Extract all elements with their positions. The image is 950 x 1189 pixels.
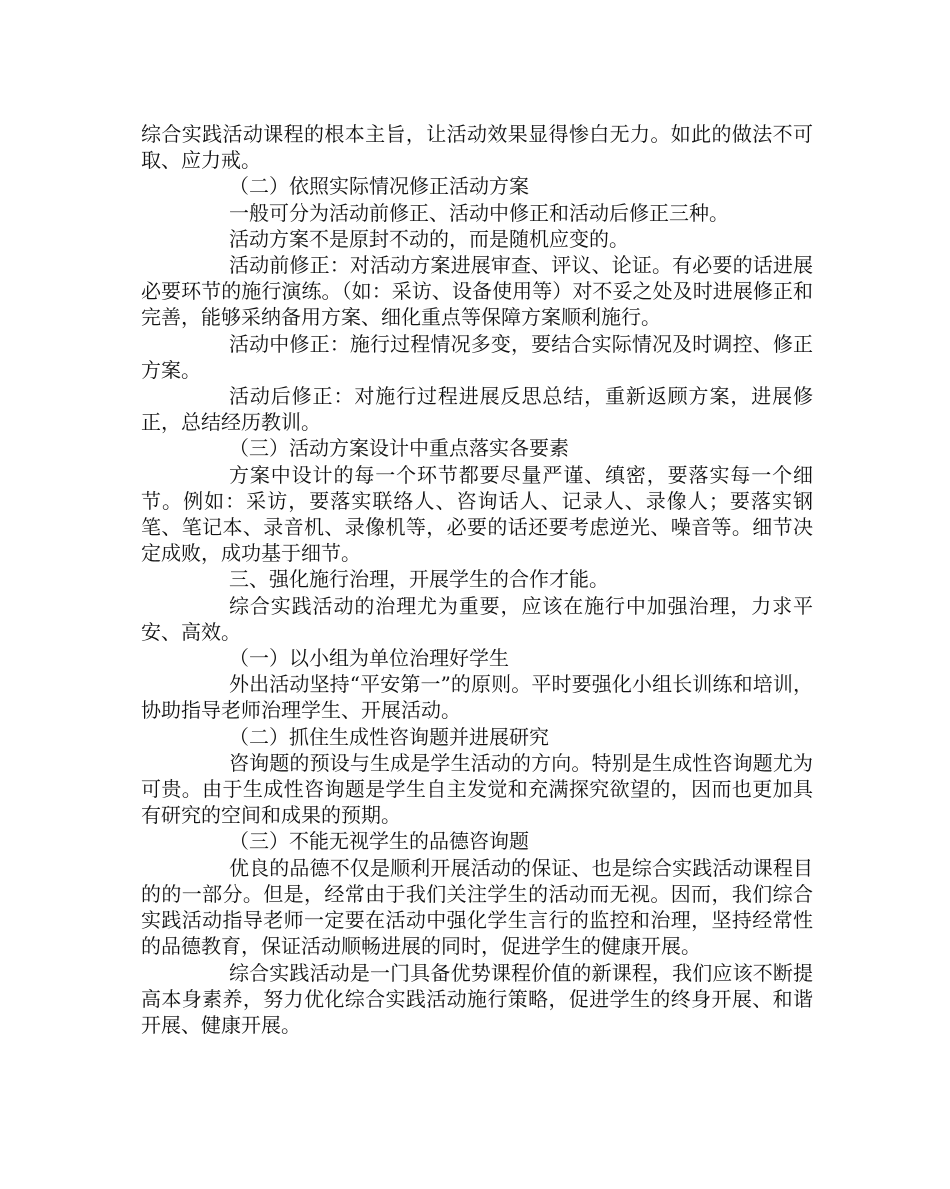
paragraph: 咨询题的预设与生成是学生活动的方向。特别是生成性咨询题尤为可贵。由于生成性咨询题是学生自主发觉和充满探究欲望的，因而也更加具有研究的空间和成果的预期。 <box>141 750 813 828</box>
paragraph: 一般可分为活动前修正、活动中修正和活动后修正三种。 <box>229 200 729 225</box>
section-heading-groups: （一）以小组为单位治理好学生 <box>229 646 509 671</box>
paragraph: 活动后修正：对施行过程进展反思总结，重新返顾方案，进展修正，总结经历教训。 <box>141 384 813 435</box>
document-page <box>141 121 813 1038</box>
section-heading-generative-questions: （二）抓住生成性咨询题并进展研究 <box>229 724 549 749</box>
paragraph: 方案中设计的每一个环节都要尽量严谨、缜密，要落实每一个细节。例如：采访，要落实联络人、咨询话人、记录人、录像人；要落实钢笔、笔记本、录音机、录像机等，必要的话还要考虑逆光、噪音等。细节决定成败，成功基于细节。 <box>141 462 813 566</box>
paragraph: 活动方案不是原封不动的，而是随机应变的。 <box>229 226 629 251</box>
paragraph: 活动前修正：对活动方案进展审查、评议、论证。有必要的话进展必要环节的施行演练。（如：采访、设备使用等）对不妥之处及时进展修正和完善，能够采纳备用方案、细化重点等保障方案顺利施行。 <box>141 253 813 330</box>
section-heading-management: 三、强化施行治理，开展学生的合作才能。 <box>229 567 609 592</box>
paragraph: 外出活动坚持“平安第一”的原则。平时要强化小组长训练和培训，协助指导老师治理学生、开展活动。 <box>141 672 813 723</box>
section-heading-revise-plan: （二）依照实际情况修正活动方案 <box>229 174 529 199</box>
paragraph-continuation: 综合实践活动课程的根本主旨，让活动效果显得惨白无力。如此的做法不可取、应力戒。 <box>141 122 813 173</box>
paragraph: 综合实践活动的治理尤为重要，应该在施行中加强治理，力求平安、高效。 <box>141 593 813 644</box>
section-heading-moral-issues: （三）不能无视学生的品德咨询题 <box>229 829 529 854</box>
section-heading-key-elements: （三）活动方案设计中重点落实各要素 <box>229 436 569 461</box>
paragraph-conclusion: 综合实践活动是一门具备优势课程价值的新课程，我们应该不断提高本身素养，努力优化综合实践活动施行策略，促进学生的终身开展、和谐开展、健康开展。 <box>141 960 813 1037</box>
paragraph: 优良的品德不仅是顺利开展活动的保证、也是综合实践活动课程目的的一部分。但是，经常由于我们关注学生的活动而无视。因而，我们综合实践活动指导老师一定要在活动中强化学生言行的监控和治理，坚持经常性的品德教育，保证活动顺畅进展的同时，促进学生的健康开展。 <box>141 855 813 959</box>
paragraph: 活动中修正：施行过程情况多变，要结合实际情况及时调控、修正方案。 <box>141 331 813 382</box>
